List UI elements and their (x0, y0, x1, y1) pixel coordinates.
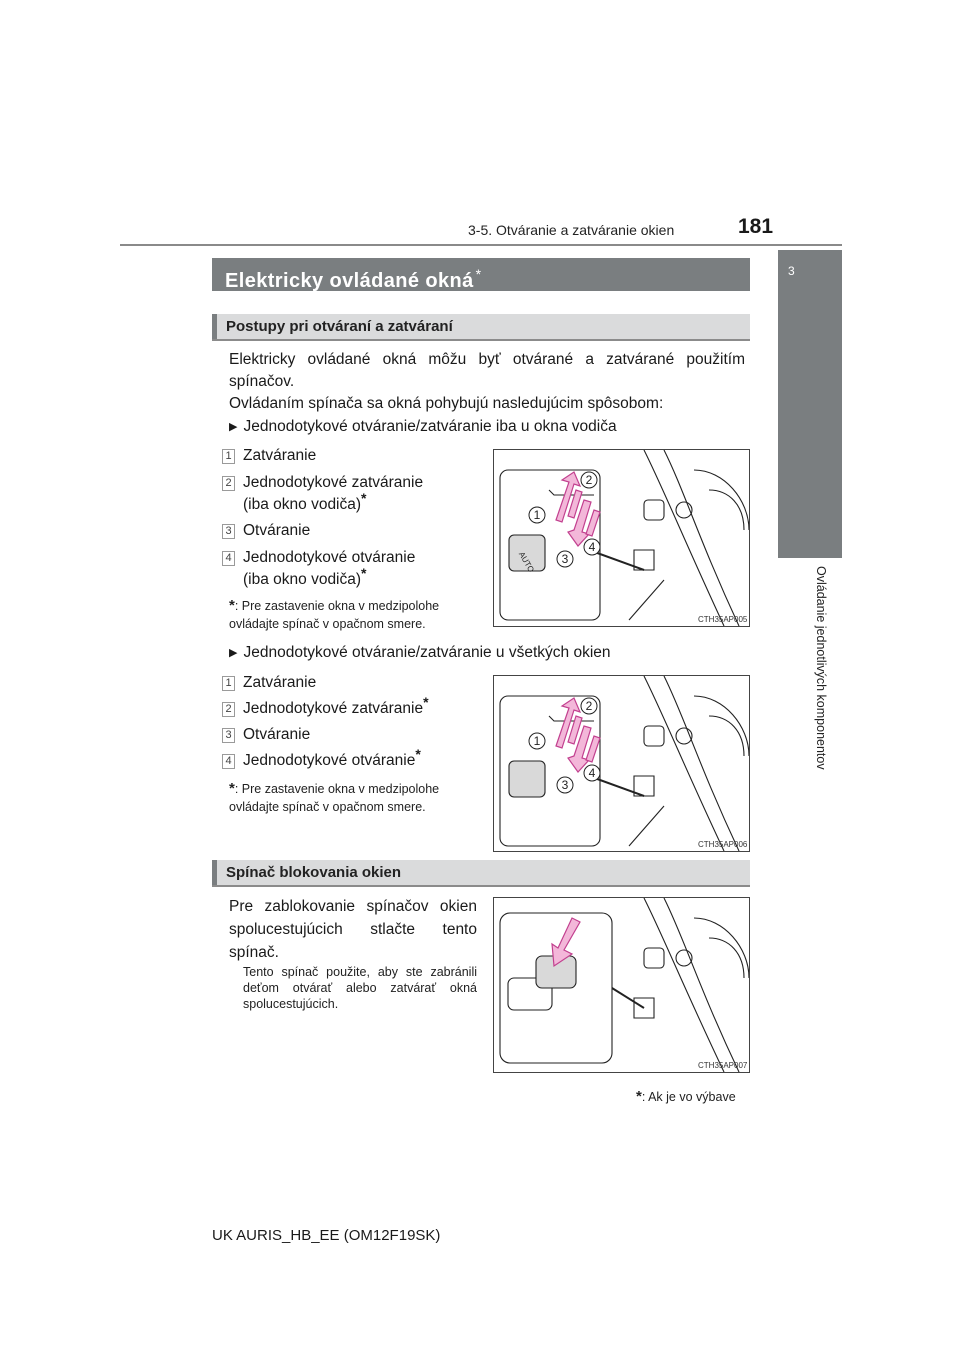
figure-code: CTH35AP006 (698, 840, 748, 849)
title-asterisk: * (475, 266, 482, 282)
heading-bar (212, 314, 217, 339)
section-heading-lock-switch (212, 860, 750, 887)
asterisk-note (229, 780, 491, 816)
item-text-sub: (iba okno vodiča) (243, 571, 362, 588)
figure-code: CTH35AP007 (698, 1061, 748, 1070)
item-text-sub: (iba okno vodiča) (243, 496, 362, 513)
item-text-main: Jednodotykové zatváranie (243, 700, 424, 717)
bullet-driver-only (229, 418, 617, 436)
intro-paragraph: Elektricky ovládané okná môžu byť otvárané a zatvárané použitím spínačov. (229, 351, 745, 390)
note-text: : Pre zastavenie okna v medzipolohe ovládajte spínač v opačnom smere. (229, 599, 440, 631)
footnote-text: : Ak je vo výbave (641, 1090, 736, 1104)
figure-code: CTH35AP005 (698, 615, 748, 624)
item-text: Zatváranie (243, 674, 317, 691)
item-number: 1 (222, 676, 235, 691)
figure-drawing (494, 676, 749, 851)
item-number: 3 (222, 728, 235, 743)
item-text-main: Jednodotykové otváranie (243, 752, 416, 769)
item-asterisk: * (415, 745, 421, 762)
figure-window-switch-driver (493, 449, 750, 627)
chapter-tab (778, 250, 842, 558)
section-heading-text: Spínač blokovania okien (226, 864, 402, 881)
page-number: 181 (738, 215, 774, 238)
lock-switch-paragraph: Pre zablokovanie spínačov okien spolucestujúcich stlačte tento spínač. (229, 898, 477, 961)
item-number: 2 (222, 702, 235, 717)
heading-bar (212, 860, 217, 885)
section-heading-text: Postupy pri otváraní a zatváraní (226, 318, 453, 335)
chapter-number: 3 (788, 264, 795, 278)
svg-text:4: 4 (588, 540, 596, 554)
figure-drawing (494, 450, 749, 626)
item-asterisk: * (361, 489, 367, 506)
item-number: 4 (222, 754, 235, 769)
item-text (243, 693, 429, 720)
section-reference: 3-5. Otváranie a zatváranie okien (468, 222, 675, 238)
bullet-text: Jednodotykové otváranie/zatváranie iba u okna vodiča (243, 418, 617, 435)
page-title (212, 258, 750, 291)
svg-text:3: 3 (561, 778, 569, 792)
svg-text:4: 4 (588, 766, 596, 780)
manual-id: UK AURIS_HB_EE (OM12F19SK) (212, 1227, 441, 1244)
availability-footnote (636, 1088, 736, 1105)
bullet-all-windows (229, 644, 611, 662)
item-number: 3 (222, 524, 235, 539)
asterisk-note (229, 597, 491, 633)
auto-switch-label: AUTO (516, 550, 536, 574)
item-text-main: Jednodotykové zatváranie (243, 474, 424, 491)
item-number: 2 (222, 476, 235, 491)
item-text: Zatváranie (243, 447, 317, 464)
item-text (243, 472, 423, 516)
section-heading-operation (212, 314, 750, 341)
item-number: 1 (222, 449, 235, 464)
triangle-bullet-icon: ▶ (229, 647, 238, 659)
chapter-title: Ovládanie jednotlivých komponentov (814, 566, 828, 770)
lock-switch-small-note: Tento spínač použite, aby ste zabránili deťom otvárať alebo zatvárať okná spolucestujúcich. (243, 965, 477, 1011)
note-star: * (229, 597, 235, 614)
item-asterisk: * (361, 564, 367, 581)
bullet-text: Jednodotykové otváranie/zatváranie u všetkých okien (243, 644, 611, 661)
figure-drawing (494, 898, 749, 1072)
figure-window-lock-switch (493, 897, 750, 1073)
item-number: 4 (222, 551, 235, 566)
figure-window-switch-all (493, 675, 750, 852)
item-text-main: Jednodotykové otváranie (243, 549, 416, 566)
item-text (243, 547, 415, 591)
header-rule (120, 244, 842, 246)
page-title-text: Elektricky ovládané okná (225, 270, 474, 292)
note-star: * (229, 780, 235, 797)
footnote-star: * (636, 1088, 642, 1105)
svg-text:2: 2 (585, 699, 593, 713)
intro-paragraph-2: Ovládaním spínača sa okná pohybujú nasledujúcim spôsobom: (229, 395, 664, 412)
item-text: Otváranie (243, 522, 311, 539)
triangle-bullet-icon: ▶ (229, 421, 238, 433)
svg-text:1: 1 (533, 734, 541, 748)
item-text (243, 745, 421, 772)
item-asterisk: * (423, 693, 429, 710)
note-text: : Pre zastavenie okna v medzipolohe ovládajte spínač v opačnom smere. (229, 782, 440, 814)
svg-text:3: 3 (561, 552, 569, 566)
item-text: Otváranie (243, 726, 311, 743)
svg-text:1: 1 (533, 508, 541, 522)
svg-text:2: 2 (585, 473, 593, 487)
